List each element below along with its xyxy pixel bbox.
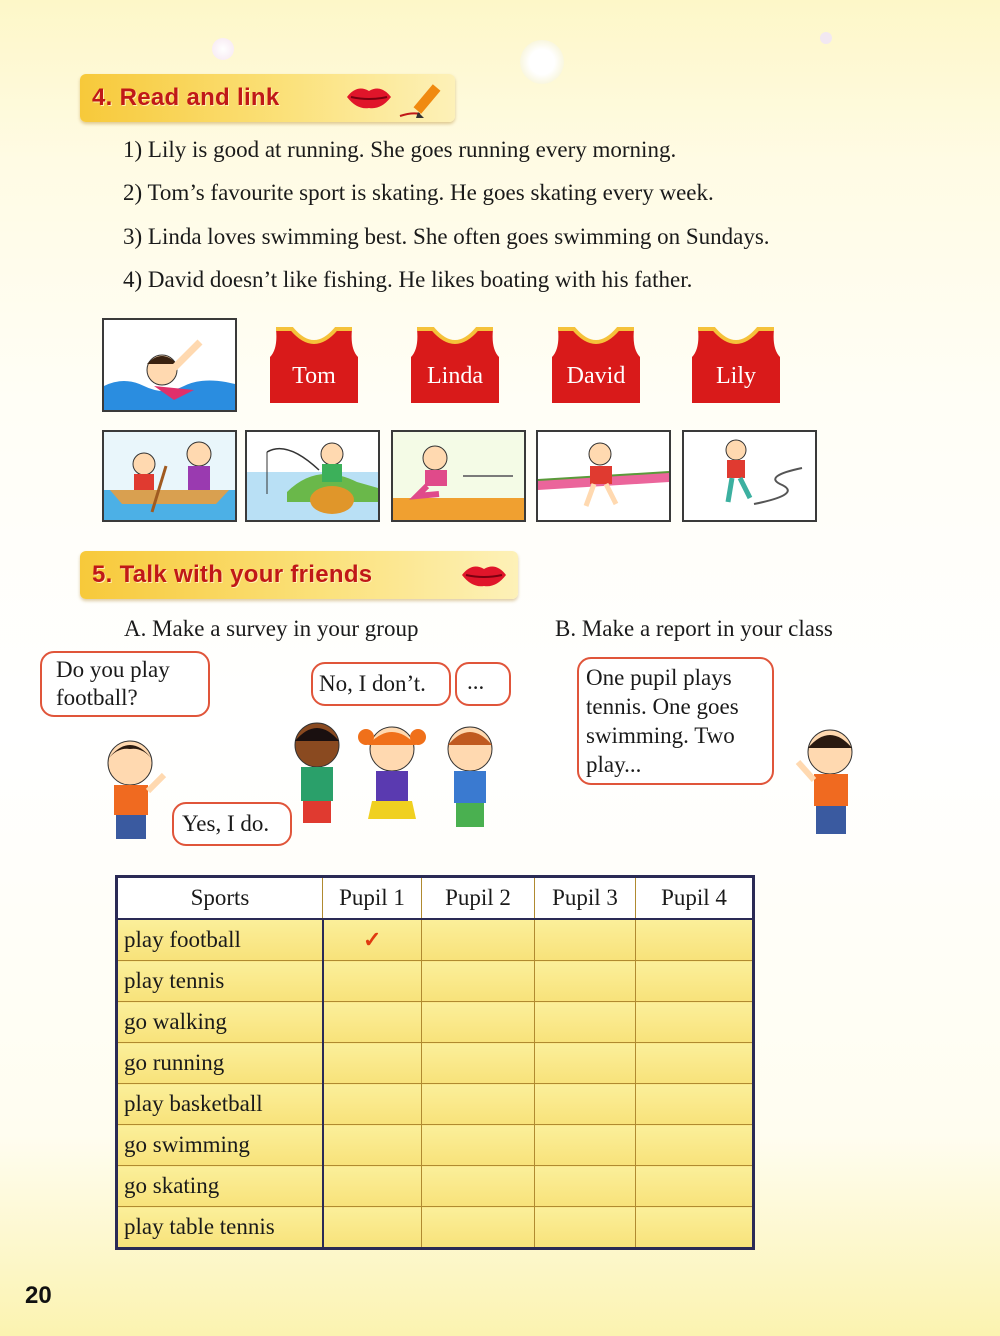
- table-header-row: [117, 877, 754, 920]
- answer-cell[interactable]: [636, 1207, 754, 1249]
- pencil-icon: [398, 76, 448, 120]
- sport-cell: go swimming: [117, 1125, 323, 1166]
- answer-cell[interactable]: [636, 919, 754, 961]
- answer-cell[interactable]: [422, 1166, 535, 1207]
- answer-cell[interactable]: [535, 961, 636, 1002]
- sport-cell: go walking: [117, 1002, 323, 1043]
- table-row: [117, 1084, 754, 1125]
- answer-cell[interactable]: [422, 1207, 535, 1249]
- table-row: [117, 1043, 754, 1084]
- answer-cell[interactable]: [535, 1207, 636, 1249]
- boy-dark-hair-group: [283, 715, 353, 830]
- bubble-ellipsis: [455, 662, 511, 706]
- table-row: [117, 1002, 754, 1043]
- answer-cell[interactable]: [636, 1084, 754, 1125]
- page-number: 20: [25, 1282, 52, 1309]
- answer-cell[interactable]: [636, 1002, 754, 1043]
- question-text: Do you play football?: [56, 657, 170, 710]
- lips-icon: [345, 84, 393, 110]
- no-text: No, I don’t.: [319, 671, 426, 696]
- boy-pointing-left: [92, 735, 172, 847]
- section4-title: 4. Read and link: [92, 84, 280, 111]
- sentence-4: 4) David doesn’t like fishing. He likes boating with his father.: [123, 267, 693, 292]
- header-pupil-1: Pupil 1: [323, 877, 422, 920]
- table-row: [117, 919, 754, 961]
- survey-table: [115, 875, 755, 1250]
- vest-lily[interactable]: [692, 325, 780, 403]
- bubble-no: [311, 662, 451, 706]
- header-sports: Sports: [117, 877, 323, 920]
- vest-label: David: [566, 363, 626, 389]
- boating-illustration: [104, 432, 235, 520]
- fishing-illustration: [247, 432, 378, 520]
- answer-cell[interactable]: [323, 1207, 422, 1249]
- vest-label: Linda: [427, 363, 483, 389]
- sport-cell: play basketball: [117, 1084, 323, 1125]
- bubble-report: [577, 657, 774, 785]
- answer-cell[interactable]: [323, 1043, 422, 1084]
- vest-david[interactable]: [552, 325, 640, 403]
- table-row: [117, 961, 754, 1002]
- swimming-illustration: [104, 320, 235, 410]
- answer-cell[interactable]: [636, 1043, 754, 1084]
- sport-cell: play football: [117, 919, 323, 961]
- vest-tom[interactable]: [270, 325, 358, 403]
- answer-cell[interactable]: [636, 1125, 754, 1166]
- section5-banner: [80, 551, 518, 599]
- section4-banner: [80, 74, 455, 122]
- sentence-3: 3) Linda loves swimming best. She often goes swimming on Sundays.: [123, 224, 770, 249]
- yes-text: Yes, I do.: [182, 811, 270, 836]
- vest-label: Lily: [716, 363, 756, 389]
- bubble-question: [40, 651, 210, 717]
- decor-dot: [820, 32, 832, 44]
- sport-cell: play tennis: [117, 961, 323, 1002]
- checkmark-cell[interactable]: ✓: [323, 919, 422, 961]
- header-pupil-4: Pupil 4: [636, 877, 754, 920]
- boating-picture[interactable]: [102, 430, 237, 522]
- sentence-2: 2) Tom’s favourite sport is skating. He goes skating every week.: [123, 180, 714, 205]
- running-illustration: [538, 432, 669, 520]
- answer-cell[interactable]: [535, 1125, 636, 1166]
- answer-cell[interactable]: [535, 1043, 636, 1084]
- swimming-picture: [102, 318, 237, 412]
- decor-dot: [520, 40, 564, 84]
- answer-cell[interactable]: [636, 1166, 754, 1207]
- decor-dot: [212, 38, 234, 60]
- table-row: [117, 1207, 754, 1249]
- lips-icon: [460, 562, 508, 588]
- vest-linda[interactable]: [411, 325, 499, 403]
- sport-cell: go skating: [117, 1166, 323, 1207]
- jumping-picture[interactable]: [391, 430, 526, 522]
- vest-label: Tom: [292, 363, 336, 389]
- sentence-1: 1) Lily is good at running. She goes running every morning.: [123, 137, 677, 162]
- answer-cell[interactable]: [535, 1084, 636, 1125]
- bubble-yes: [172, 802, 292, 846]
- answer-cell[interactable]: [422, 1002, 535, 1043]
- answer-cell[interactable]: [323, 961, 422, 1002]
- ellipsis-text: ...: [467, 669, 485, 694]
- girl-orange-hair: [352, 715, 432, 833]
- answer-cell[interactable]: [422, 1043, 535, 1084]
- answer-cell[interactable]: [323, 1084, 422, 1125]
- answer-cell[interactable]: [422, 961, 535, 1002]
- section5-title: 5. Talk with your friends: [92, 561, 373, 588]
- boy-brown-hair: [432, 715, 507, 835]
- report-text: One pupil plays tennis. One goes swimming. Two play...: [586, 665, 739, 777]
- sport-cell: play table tennis: [117, 1207, 323, 1249]
- answer-cell[interactable]: [535, 919, 636, 961]
- answer-cell[interactable]: [535, 1002, 636, 1043]
- table-row: [117, 1125, 754, 1166]
- header-pupil-2: Pupil 2: [422, 877, 535, 920]
- answer-cell[interactable]: [636, 961, 754, 1002]
- sport-cell: go running: [117, 1043, 323, 1084]
- boy-reporting: [788, 722, 868, 844]
- header-pupil-3: Pupil 3: [535, 877, 636, 920]
- skating-picture[interactable]: [682, 430, 817, 522]
- running-picture[interactable]: [536, 430, 671, 522]
- jumping-illustration: [393, 432, 524, 520]
- fishing-picture[interactable]: [245, 430, 380, 522]
- answer-cell[interactable]: [535, 1166, 636, 1207]
- part-a-heading: A. Make a survey in your group: [124, 616, 419, 641]
- answer-cell[interactable]: [422, 1125, 535, 1166]
- answer-cell[interactable]: [323, 1166, 422, 1207]
- part-b-heading: B. Make a report in your class: [555, 616, 833, 641]
- table-row: [117, 1166, 754, 1207]
- answer-cell[interactable]: [323, 1002, 422, 1043]
- answer-cell[interactable]: [323, 1125, 422, 1166]
- skating-illustration: [684, 432, 815, 520]
- answer-cell[interactable]: [422, 1084, 535, 1125]
- answer-cell[interactable]: [422, 919, 535, 961]
